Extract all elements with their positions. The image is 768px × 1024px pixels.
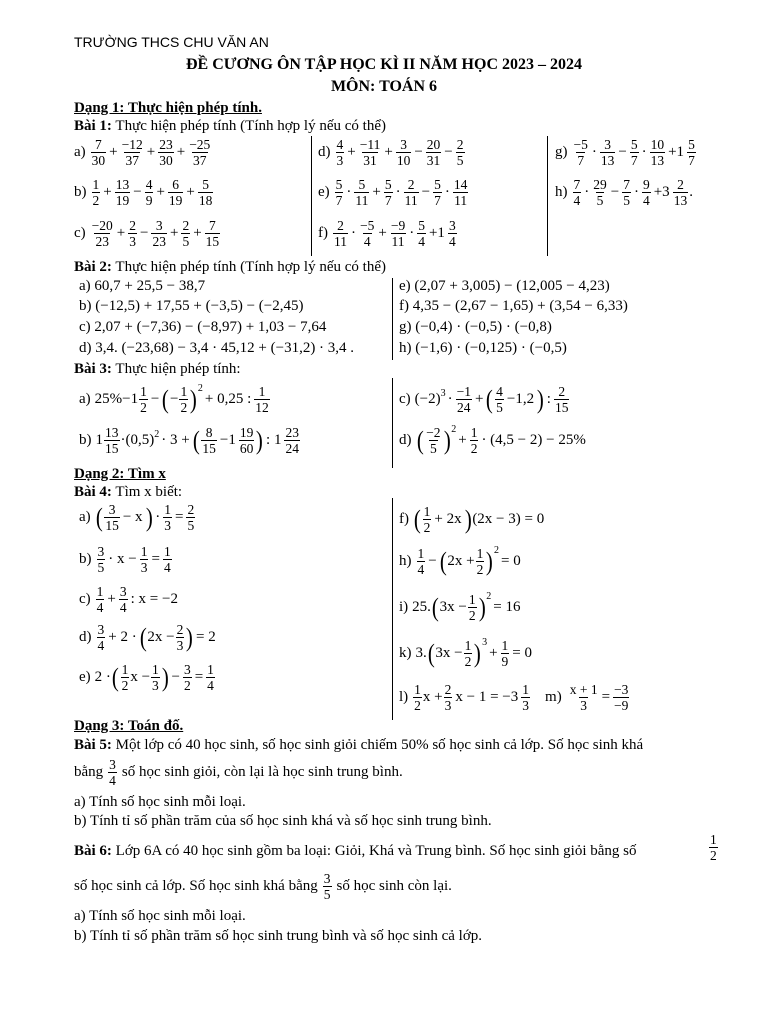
school-name: TRƯỜNG THCS CHU VĂN AN xyxy=(74,34,269,50)
bai1-problem-a: a) 7 30 + $\frac{-12}{37}$ + $\frac{23}{30}$ + $\frac{-25}{37}$ xyxy=(74,137,211,168)
bai2-problem-g: g) (−0,4) · (−0,5) · (−0,8) xyxy=(399,319,552,335)
bai1-problem-f: f) 2 11 · −5 4 + $\frac{-9}{11}$ · 5 4 +1 3 4 xyxy=(318,218,456,249)
bai3-problem-a: a) 25%−1 1 2 − ( − $\frac{1}{2}$ ) $^2$ + 0,25 : 1 12 xyxy=(79,383,269,415)
divider xyxy=(547,136,548,256)
bai2-problem-a: a) 60,7 + 25,5 − 38,7 xyxy=(79,278,206,294)
bai5-line1: Bài 5: Một lớp có 40 học sinh, số học sinh giỏi chiếm 50% số học sinh cả lớp. Số học sinh khá xyxy=(74,737,644,753)
bai5-line2: bằng 3 4 số học sinh giỏi, còn lại là học sinh trung bình. xyxy=(74,757,403,788)
document-subject: MÔN: TOÁN 6 xyxy=(330,78,438,95)
bai3-problem-b: b) 1 13 15 ·(0,5) $^2$ · 3 + ( 8 15 −1 19 60 ) : 1 23 24 xyxy=(79,425,299,456)
bai4-problem-f: f) ( 1 2 + 2x ) (2x − 3) = 0 xyxy=(399,504,545,535)
bai2-problem-c: c) 2,07 + (−7,36) − (−8,97) + 1,03 − 7,64 xyxy=(79,319,327,335)
bai5-question-a: a) Tính số học sinh mỗi loại. xyxy=(74,794,246,810)
bai1-problem-c: c) −20 23 + $\frac{2}{3}$ − $\frac{3}{23}$ + $\frac{2}{5}$ + $\frac{7}{15}$ xyxy=(74,218,220,249)
bai4-problem-d: d) 3 4 + 2 · ( 2x − $\frac{2}{3}$ ) = 2 xyxy=(79,622,216,653)
bai6-question-b: b) Tính tỉ số phần trăm số học sinh trung bình và số học sinh cả lớp. xyxy=(74,928,483,944)
divider xyxy=(392,278,393,360)
divider xyxy=(392,378,393,468)
bai3-problem-c: c) (−2) $^3$ · −1 24 + ( 4 5 −1,2 ) : 2 15 xyxy=(399,384,569,415)
bai4-problem-i: i) 25. ( 3x − $\frac{1}{2}$ ) $^2$ = 16 xyxy=(399,591,521,623)
bai3-heading: Bài 3: Thực hiện phép tính: xyxy=(74,361,241,377)
bai6-frac-half: $\frac{1}{2}$ xyxy=(710,832,717,863)
document-title: ĐỀ CƯƠNG ÔN TẬP HỌC KÌ II NĂM HỌC 2023 – 2024 xyxy=(185,56,582,73)
section-heading-3: Dạng 3: Toán đố. xyxy=(74,718,184,734)
bai4-problem-a: a) ( 3 15 − x ) · $\frac{1}{3}$ = $\frac{2}{5}$ xyxy=(79,502,195,533)
bai4-problem-h: h) 1 4 − ( 2x + $\frac{1}{2}$ ) $^2$ = 0 xyxy=(399,545,521,577)
bai4-problem-c: c) 1 4 + $\frac{3}{4}$ : x = −2 xyxy=(79,584,178,615)
bai2-problem-d: d) 3,4. (−23,68) − 3,4 · 45,12 + (−31,2) · 3,4 . xyxy=(79,340,355,356)
bai2-problem-e: e) (2,07 + 3,005) − (12,005 − 4,23) xyxy=(399,278,610,294)
bai6-line2: số học sinh cả lớp. Số học sinh khá bằng 3 5 số học sinh còn lại. xyxy=(74,871,452,902)
bai1-problem-b: b) 1 2 + $\frac{13}{19}$ − $\frac{4}{9}$ + $\frac{6}{19}$ + $\frac{5}{18}$ xyxy=(74,177,213,208)
bai4-problem-e: e) 2 · ( 1 2 x − $\frac{1}{3}$ ) − $\frac{3}{2}$ = $\frac{1}{4}$ xyxy=(79,662,214,693)
bai1-problem-h: h) 7 4 · 29 5 − $\frac{7}{5}$ · 9 4 +3 2 13 . xyxy=(555,177,693,208)
bai4-problem-l: l) 1 2 x + $\frac{2}{3}$ x − 1 = −3 1 3 m) $\frac{x + 1}{3}$ = $\frac{-3}{-9}$ xyxy=(399,682,629,713)
bai4-problem-k: k) 3. ( 3x − $\frac{1}{2}$ ) $^3$ + $\frac{1}{9}$ = 0 xyxy=(399,637,532,669)
divider xyxy=(392,498,393,720)
bai3-problem-d: d) ( −2 5 ) $^2$ + $\frac{1}{2}$ · (4,5 − 2) − 25% xyxy=(399,424,586,456)
bai4-heading: Bài 4: Tìm x biết: xyxy=(74,484,183,500)
bai1-problem-d: d) 4 3 + $\frac{-11}{31}$ + $\frac{3}{10}$ − $\frac{20}{31}$ − $\frac{2}{5}$ xyxy=(318,137,464,168)
bai2-problem-h: h) (−1,6) · (−0,125) · (−0,5) xyxy=(399,340,567,356)
bai6-question-a: a) Tính số học sinh mỗi loại. xyxy=(74,908,246,924)
section-heading-1: Dạng 1: Thực hiện phép tính. xyxy=(74,100,262,116)
bai2-heading: Bài 2: Thực hiện phép tính (Tính hợp lý nếu có thể) xyxy=(74,259,386,275)
bai1-problem-g: g) −5 7 · 3 13 − $\frac{5}{7}$ · 10 13 +1 5 7 xyxy=(555,137,695,168)
bai5-question-b: b) Tính tỉ số phần trăm của số học sinh khá và số học sinh trung bình. xyxy=(74,813,492,829)
bai6-line1: Bài 6: Lớp 6A có 40 học sinh gồm ba loại: Giỏi, Khá và Trung bình. Số học sinh giỏi bằng số xyxy=(74,843,637,859)
bai2-problem-f: f) 4,35 − (2,67 − 1,65) + (3,54 − 6,33) xyxy=(399,298,628,314)
divider xyxy=(311,136,312,256)
section-heading-2: Dạng 2: Tìm x xyxy=(74,466,166,482)
bai2-problem-b: b) (−12,5) + 17,55 + (−3,5) − (−2,45) xyxy=(79,298,304,314)
bai1-problem-e: e) 5 7 · 5 11 + $\frac{5}{7}$ · 2 11 − $\frac{5}{7}$ · 14 11 xyxy=(318,177,468,208)
bai1-heading: Bài 1: Thực hiện phép tính (Tính hợp lý nếu có thể) xyxy=(74,118,386,134)
bai4-problem-b: b) 3 5 · x − $\frac{1}{3}$ = $\frac{1}{4}$ xyxy=(79,544,171,575)
